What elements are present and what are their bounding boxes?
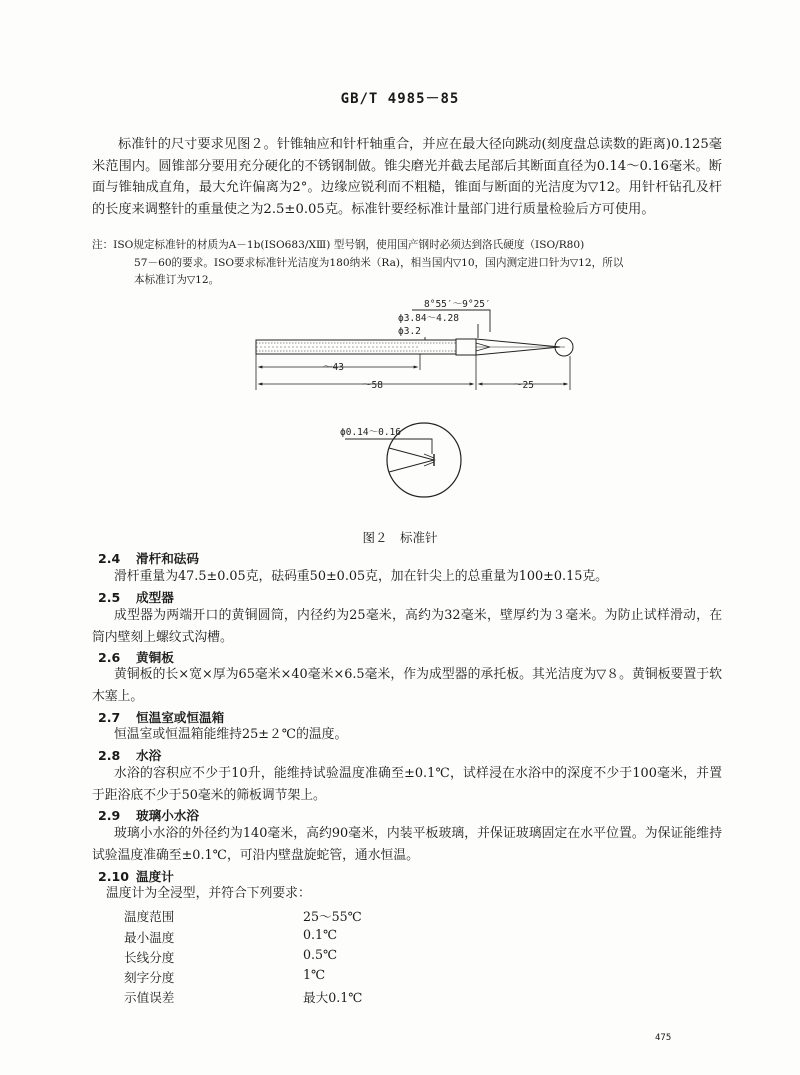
len43-label: ～43 [323,362,344,373]
thermometer-row [0,947,800,967]
note-line-3: 本标准订为▽12。 [134,274,220,286]
section-title: 黄铜板 [136,650,174,665]
requirement-value: 0.1℃ [303,927,338,942]
section-number: 2.7 [98,710,121,725]
needle-collar [456,339,476,355]
requirement-value: 1℃ [303,967,326,982]
note-block [92,237,722,290]
requirement-value: 25～55℃ [303,909,362,924]
section-2-8-text: 水浴的容积应不少于10升，能维持试验温度准确至±0.1℃，试样浸在水浴中的深度不少于100毫米，并置于距浴底不少于50毫米的筛板调节架上。 [92,766,722,803]
thermometer-row [0,967,800,987]
page-number: 475 [655,1033,672,1043]
section-2-7-text: 恒温室或恒温箱能维持25±２℃的温度。 [114,727,348,742]
section-number: 2.9 [98,808,121,823]
section-title: 温度计 [136,869,174,884]
figure-caption: 图２ 标准针 [362,530,438,545]
section-2-5-heading [98,587,174,606]
section-title: 成型器 [136,590,174,605]
section-number: 2.8 [98,748,121,763]
tip-enlargement-circle [387,423,461,497]
section-2-4-heading [98,548,199,567]
requirement-name: 刻字分度 [124,970,175,985]
requirement-value: 0.5℃ [303,947,338,962]
thermometer-row [0,927,800,947]
section-title: 滑杆和砝码 [136,551,199,566]
requirement-name: 长线分度 [124,950,175,965]
section-title: 恒温室或恒温箱 [136,710,225,725]
section-number: 2.5 [98,590,121,605]
requirement-name: 最小温度 [124,930,175,945]
d1-label: ϕ3.84～4.28 [398,313,459,324]
requirement-name: 示值误差 [124,990,175,1005]
section-2-4-text: 滑杆重量为47.5±0.05克，砝码重50±0.05克，加在针尖上的总重量为100±0.15克。 [114,569,608,584]
section-2-10-text: 温度计为全浸型，并符合下列要求： [106,886,311,901]
section-title: 玻璃小水浴 [136,808,199,823]
tip-label: ϕ0.14～0.16 [340,427,401,438]
note-line-2: 57－60的要求。ISO要求标准针光洁度为180纳米（Ra)，相当国内▽10，国内测定进口针为▽12，所以 [134,256,624,269]
section-number: 2.4 [98,551,121,566]
angle-label: 8°55′～9°25′ [424,299,491,310]
section-number: 2.10 [98,869,130,884]
section-2-8-heading [98,745,161,764]
note-line-1: 注：ISO规定标准针的材质为A－1b(ISO683/ⅩⅢ) 型号钢，使用国产钢时必须达到洛氏硬度（ISO/R80) [92,239,585,251]
section-2-9-text: 玻璃小水浴的外径约为140毫米，高约90毫米，内装平板玻璃，并保证玻璃固定在水平位置。为保证能维持试验温度准确至±0.1℃，可沿内壁盘旋蛇管，通水恒温。 [92,826,722,863]
requirement-value: 最大0.1℃ [303,990,363,1005]
intro-paragraph: 标准针的尺寸要求见图２。针锥轴应和针杆轴重合，并应在最大径向跳动(刻度盘总读数的距离)0.125毫米范围内。圆锥部分要用充分硬化的不锈钢制做。锥尖磨光并截去尾部后其断面直径为0.14～0.16毫米。断面与锥轴成直角，最大允许偏离为2°。边缘应锐利而不粗糙，锥面与断面的光洁度为▽12。用针杆钻孔及杆的长度来调整针的重量使之为2.5±0.05克。标准针要经标准计量部门进行质量检验后方可使用。 [92,137,722,217]
section-title: 水浴 [136,748,162,763]
section-number: 2.6 [98,650,121,665]
requirement-name: 温度范围 [124,909,175,924]
section-2-5-text: 成型器为两端开口的黄铜圆筒，内径约为25毫米，高约为32毫米，壁厚约为３毫米。为防止试样滑动，在筒内壁刻上螺纹式沟槽。 [92,608,722,645]
len58-label: ～58 [362,380,383,391]
thermometer-row [0,987,800,1007]
page-header: GB/T 4985－85 [340,91,460,107]
section-2-9-heading [98,805,199,824]
section-2-6-text: 黄铜板的长×宽×厚为65毫米×40毫米×6.5毫米，作为成型器的承托板。其光洁度为▽８。黄铜板要置于软木塞上。 [92,667,722,704]
len25-label: ～25 [513,380,534,391]
d2-label: ϕ3.2 [398,326,421,337]
thermometer-row [0,906,800,926]
needle-figure [0,290,800,515]
